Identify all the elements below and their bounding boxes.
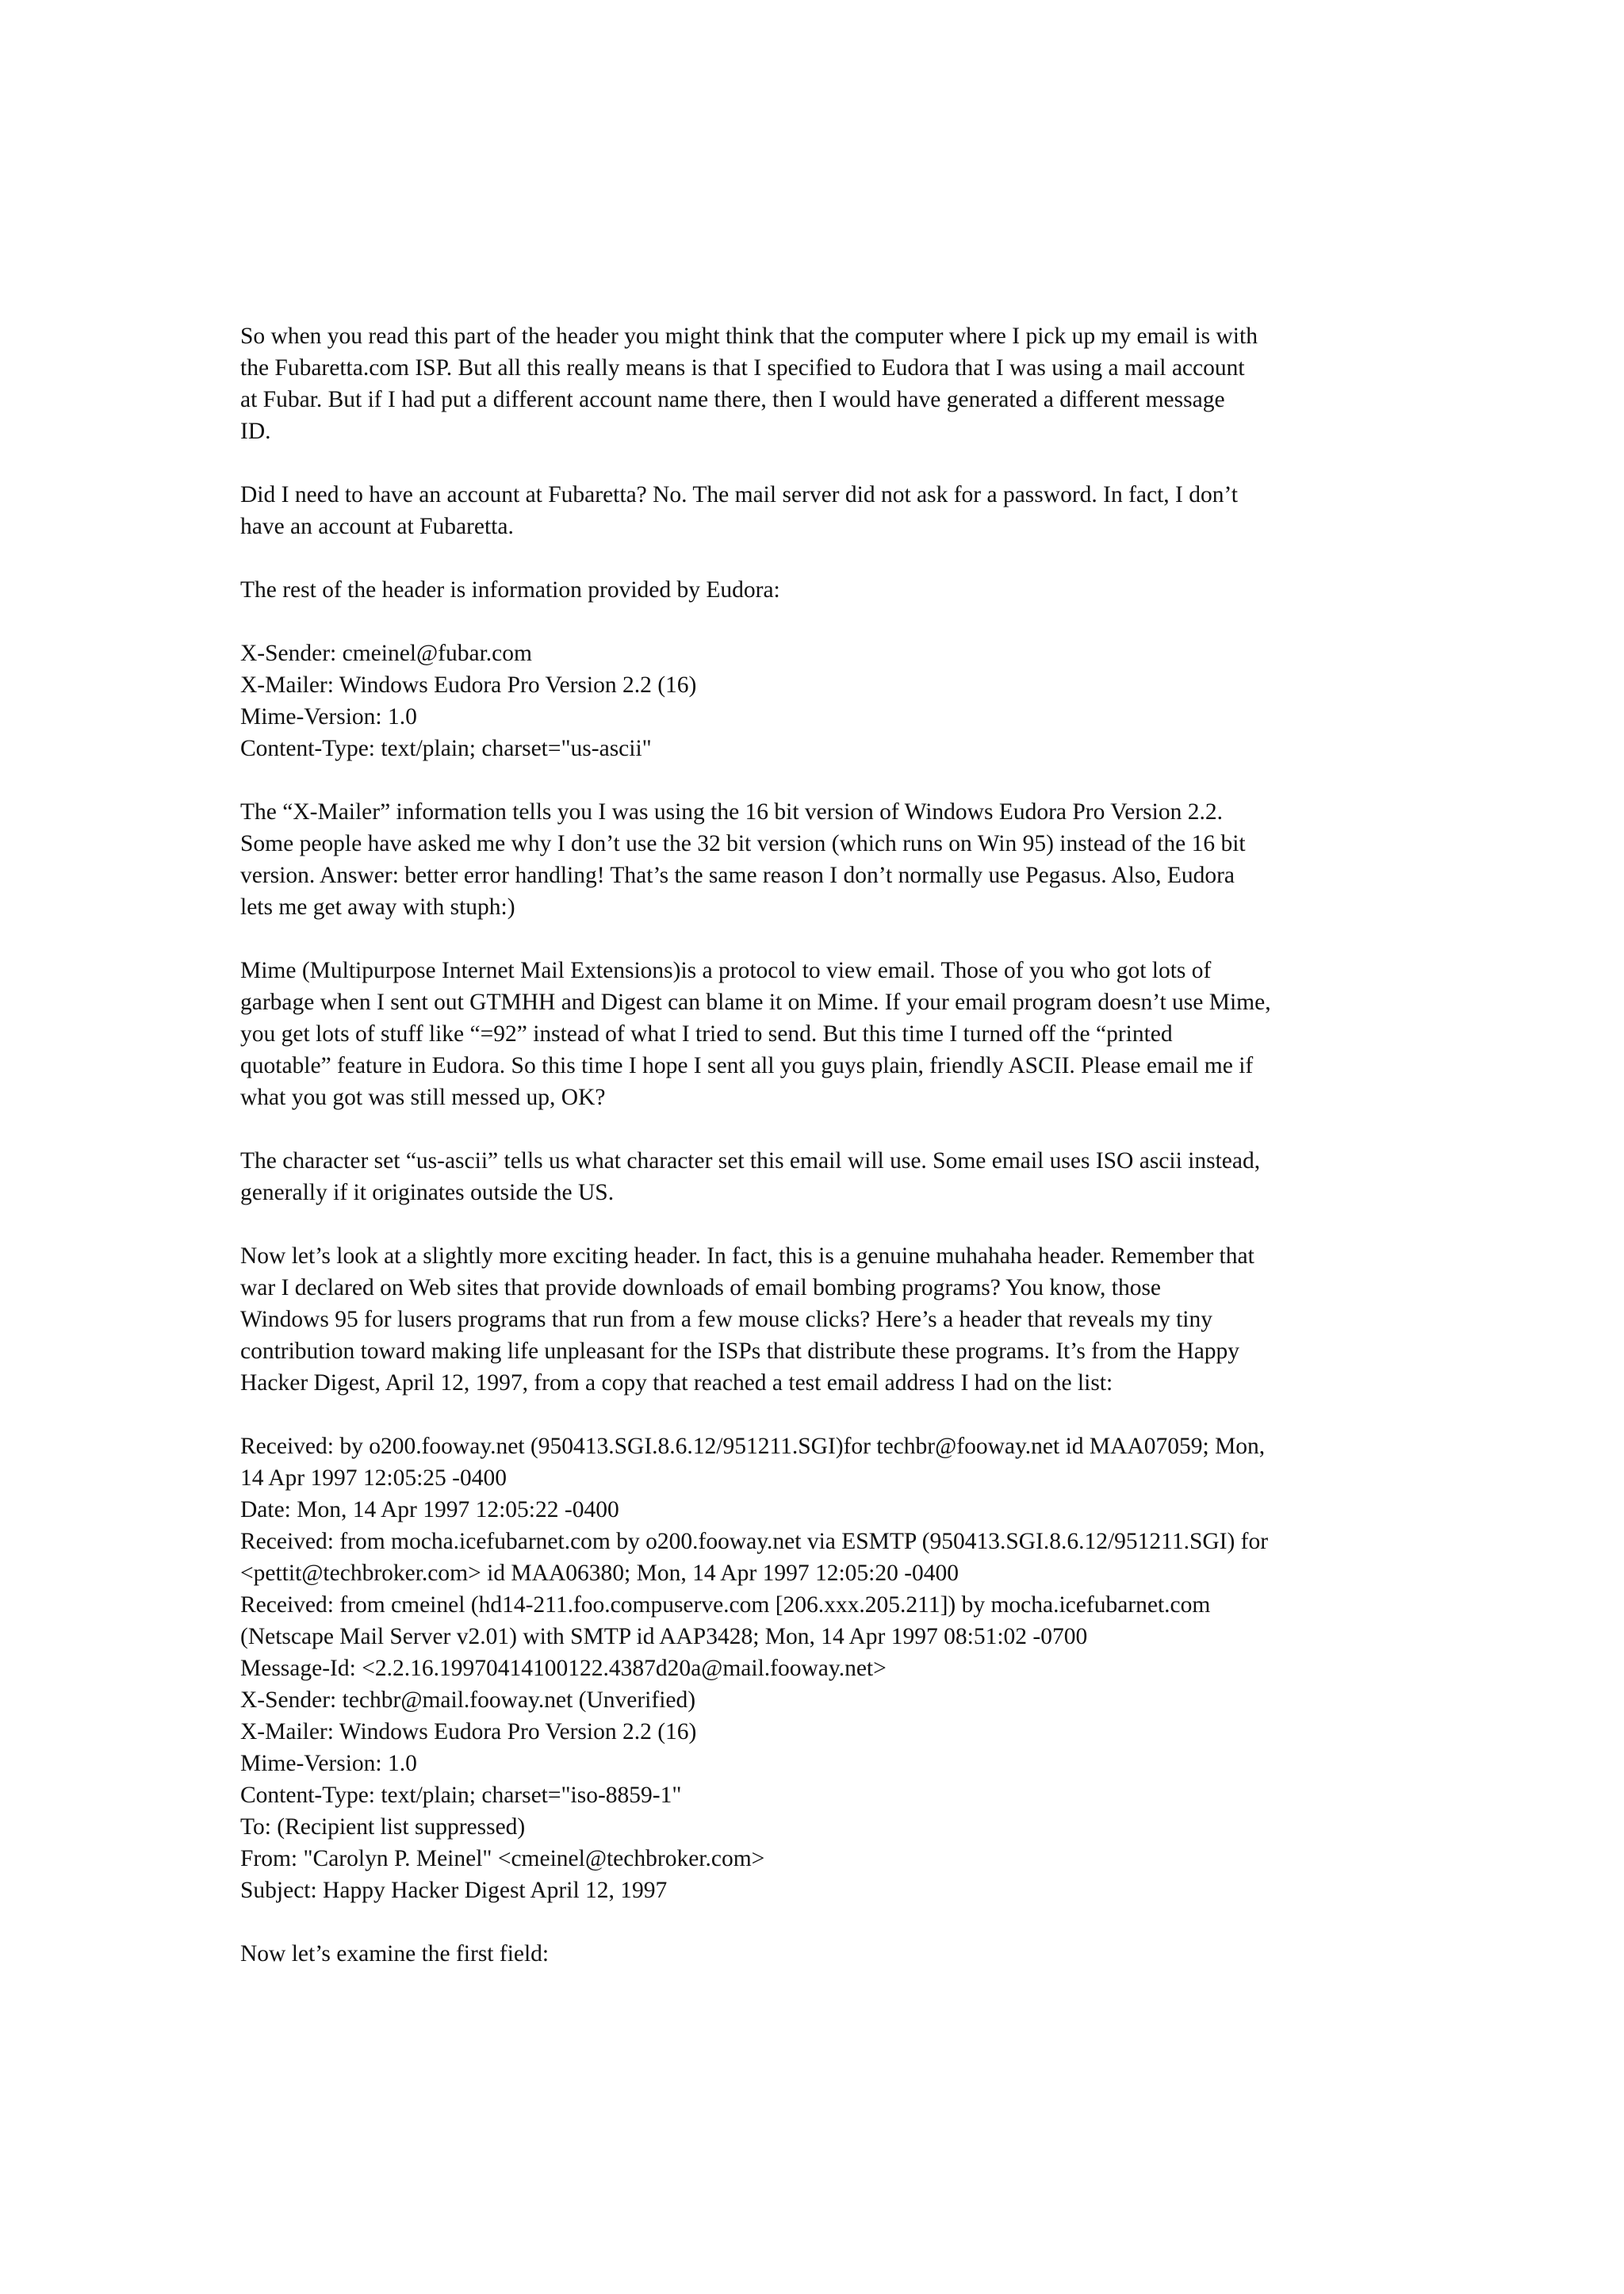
text-line: contribution toward making life unpleasant for the ISPs that distribute these programs. It’s from the Happy xyxy=(240,1338,1240,1364)
text-line: Some people have asked me why I don’t use the 32 bit version (which runs on Win 95) instead of the 16 bit xyxy=(240,831,1246,856)
text-line: So when you read this part of the header you might think that the computer where I pick up my email is with xyxy=(240,324,1258,349)
paragraph-rest-of-header xyxy=(240,574,1406,606)
header-line: X-Mailer: Windows Eudora Pro Version 2.2 (16) xyxy=(240,672,697,698)
text-line: garbage when I sent out GTMHH and Digest can blame it on Mime. If your email program doesn’t use Mime, xyxy=(240,990,1271,1015)
text-line: The “X-Mailer” information tells you I was using the 16 bit version of Windows Eudora Pro Version 2.2. xyxy=(240,799,1223,825)
email-header-eudora xyxy=(240,638,1406,764)
text-line: at Fubar. But if I had put a different account name there, then I would have generated a different message xyxy=(240,387,1225,412)
text-line: what you got was still messed up, OK? xyxy=(240,1085,606,1110)
text-line: Windows 95 for lusers programs that run from a few mouse clicks? Here’s a header that reveals my tiny xyxy=(240,1307,1212,1332)
header-line: Subject: Happy Hacker Digest April 12, 1997 xyxy=(240,1878,668,1903)
text-line: Now let’s examine the first field: xyxy=(240,1941,550,1967)
header-line: Message-Id: <2.2.16.19970414100122.4387d20a@mail.fooway.net> xyxy=(240,1656,887,1681)
paragraph-mime xyxy=(240,955,1406,1113)
paragraph-x-mailer xyxy=(240,796,1406,923)
text-line: lets me get away with stuph:) xyxy=(240,894,515,920)
header-line: Content-Type: text/plain; charset="iso-8859-1" xyxy=(240,1783,682,1808)
text-line: The rest of the header is information provided by Eudora: xyxy=(240,577,780,603)
text-line: have an account at Fubaretta. xyxy=(240,514,514,539)
header-line: Mime-Version: 1.0 xyxy=(240,1751,417,1776)
text-line: ID. xyxy=(240,419,271,444)
paragraph-account-question xyxy=(240,479,1406,542)
header-line: X-Mailer: Windows Eudora Pro Version 2.2 (16) xyxy=(240,1719,697,1744)
header-line: X-Sender: cmeinel@fubar.com xyxy=(240,641,532,666)
header-line: Date: Mon, 14 Apr 1997 12:05:22 -0400 xyxy=(240,1497,619,1522)
email-header-digest xyxy=(240,1430,1406,1906)
paragraph-fubaretta-explanation xyxy=(240,320,1406,447)
header-line: Received: by o200.fooway.net (950413.SGI.8.6.12/951211.SGI)for techbr@fooway.net id MAA07059; Mon, xyxy=(240,1434,1266,1459)
header-line: (Netscape Mail Server v2.01) with SMTP id AAP3428; Mon, 14 Apr 1997 08:51:02 -0700 xyxy=(240,1624,1088,1649)
text-line: Hacker Digest, April 12, 1997, from a copy that reached a test email address I had on the list: xyxy=(240,1370,1113,1396)
header-line: Received: from cmeinel (hd14-211.foo.compuserve.com [206.xxx.205.211]) by mocha.icefubarnet.com xyxy=(240,1592,1211,1618)
text-line: Mime (Multipurpose Internet Mail Extensions)is a protocol to view email. Those of you who got lots of xyxy=(240,958,1212,983)
paragraph-exciting-header xyxy=(240,1240,1406,1399)
header-line: Received: from mocha.icefubarnet.com by o200.fooway.net via ESMTP (950413.SGI.8.6.12/951211.SGI) for xyxy=(240,1529,1269,1554)
header-line: From: "Carolyn P. Meinel" <cmeinel@techbroker.com> xyxy=(240,1846,765,1871)
text-line: the Fubaretta.com ISP. But all this really means is that I specified to Eudora that I was using a mail account xyxy=(240,355,1245,381)
text-line: quotable” feature in Eudora. So this time I hope I sent all you guys plain, friendly ASCII. Please email me if xyxy=(240,1053,1254,1078)
header-line: To: (Recipient list suppressed) xyxy=(240,1814,526,1840)
header-line: Mime-Version: 1.0 xyxy=(240,704,417,730)
paragraph-character-set xyxy=(240,1145,1406,1208)
document-body xyxy=(240,320,1406,2001)
header-line: 14 Apr 1997 12:05:25 -0400 xyxy=(240,1465,507,1491)
text-line: Now let’s look at a slightly more exciting header. In fact, this is a genuine muhahaha header. Remember that xyxy=(240,1243,1254,1269)
text-line: Did I need to have an account at Fubaretta? No. The mail server did not ask for a password. In fact, I don’t xyxy=(240,482,1238,507)
text-line: war I declared on Web sites that provide downloads of email bombing programs? You know, those xyxy=(240,1275,1162,1300)
paragraph-first-field xyxy=(240,1938,1406,1970)
text-line: you get lots of stuff like “=92” instead of what I tried to send. But this time I turned off the “printed xyxy=(240,1021,1173,1047)
header-line: Content-Type: text/plain; charset="us-ascii" xyxy=(240,736,652,761)
text-line: version. Answer: better error handling! That’s the same reason I don’t normally use Pegasus. Also, Eudora xyxy=(240,863,1235,888)
header-line: <pettit@techbroker.com> id MAA06380; Mon, 14 Apr 1997 12:05:20 -0400 xyxy=(240,1561,959,1586)
text-line: The character set “us-ascii” tells us what character set this email will use. Some email uses ISO ascii instead, xyxy=(240,1148,1261,1174)
text-line: generally if it originates outside the US. xyxy=(240,1180,615,1205)
header-line: X-Sender: techbr@mail.fooway.net (Unverified) xyxy=(240,1687,696,1713)
